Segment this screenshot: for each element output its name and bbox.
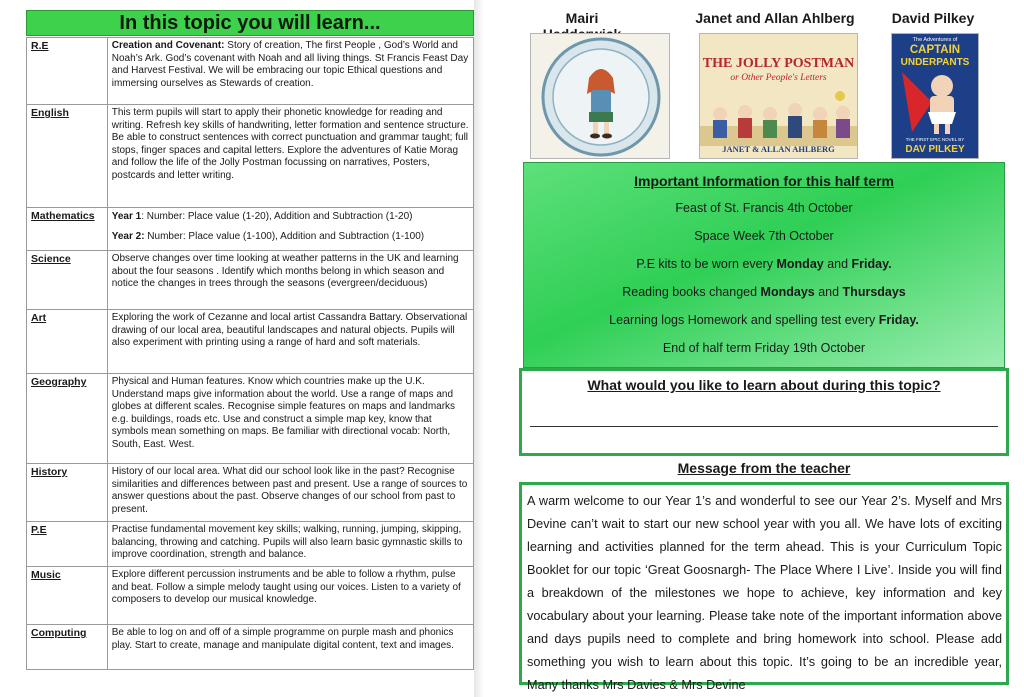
info-day: Thursdays [842,285,906,299]
re-lead: Creation and Covenant: [111,40,225,51]
answer-line[interactable] [530,426,998,427]
book-author: JANET & ALLAN AHLBERG [722,144,835,154]
message-title: Message from the teacher [677,460,851,476]
topic-title: In this topic you will learn... [26,10,474,36]
info-day: Friday. [878,313,919,327]
subject-label: Science [27,251,108,310]
subject-description: Exploring the work of Cezanne and local artist Cassandra Battary. Observational drawing of our local area, beautiful landscapes and natural objects. Pupils will also experiment with printing using a range of hard and soft materials. [107,310,473,374]
info-title: Important Information for this half term [634,173,894,189]
book-cover-jolly-postman [699,33,858,159]
subject-label: Music [27,567,108,625]
author-name: Janet and Allan Ahlberg [695,10,855,26]
info-day: Mondays [760,285,815,299]
subject-description [107,208,473,251]
subject-description: This term pupils will start to apply their phonetic knowledge for reading and writing. Refresh key skills of handwriting, letter formation and sentence structure. Be able to construct sentences with correct punctuation and grammar taught; full stops, finger spaces and capital letters. Explore the adventures of Katie Morag and follow the life of the Jolly Postman focussing on narratives, Posters, postcards and letter writing. [107,105,473,208]
book-cover-katie-morag [530,33,670,159]
info-text: Reading books changed [622,285,761,299]
table-row [27,251,474,310]
table-row [27,464,474,522]
maths-year1-text: : Number: Place value (1-20), Addition and Subtraction (1-20) [141,211,413,222]
re-text: Story of creation, The first People , God’s World and Noah’s Ark. God’s covenant with Noah and all living things. St Francis Feast Day and Harvest Festival. We will be embracing our topic Ethical questions and immersing ourselves as Stewards of creation. [111,40,469,89]
info-line: End of half term Friday 19th October [662,341,866,355]
table-row [27,38,474,105]
info-day: Monday [776,257,824,271]
book-small-title: The Adventures of [912,37,958,43]
table-row [27,567,474,625]
author-name: Mairi [565,10,599,26]
page-fold-shadow [474,0,484,697]
captain-underpants-illustration [892,72,979,136]
info-text: and [823,257,852,271]
table-row [27,310,474,374]
learn-question: What would you like to learn about during this topic? [587,377,941,393]
info-day: Friday. [851,257,892,271]
book-cover-captain-underpants [891,33,979,159]
subject-label: Art [27,310,108,374]
author-name: David Pilkey [891,10,975,26]
table-row [27,374,474,464]
right-page [505,0,1024,697]
left-page [0,0,480,697]
book-subtitle: or Other People's Letters [730,73,827,83]
subject-label: History [27,464,108,522]
maths-year1 [112,211,470,224]
subject-label: R.E [27,38,108,105]
info-text: and [814,285,843,299]
teacher-message: A warm welcome to our Year 1’s and wonderful to see our Year 2’s. Myself and Mrs Devine can’t wait to start our new school year with you all. We have lots of exciting learning and activities planned for the term ahead. This is your Curriculum Topic Booklet for our topic ‘Great Goosnargh- The Place Where I Live’. Inside you will find a breakdown of the milestones we hope to achieve, key information and key vocabulary about your learning. Please take note of the important information above and days pupils need to complete and bring homework into school. Please add something you wish to learn about this topic. It’s going to be an incredible year, Many thanks Mrs Davies & Mrs Devine [519,482,1009,685]
book-title-line2: UNDERPANTS [900,57,970,68]
book-author: DAV PILKEY [905,144,965,155]
book-title: THE JOLLY POSTMAN [702,56,855,71]
subject-description [107,38,473,105]
book-tagline: THE FIRST EPIC NOVEL BY [905,137,965,142]
subject-description: Practise fundamental movement key skills; walking, running, jumping, skipping, balancing, throwing and catching. Pupils will also learn basic gymnastic skills to improve coordination, strength and balance. [107,522,473,567]
info-line [524,285,1004,299]
maths-year2-text: Number: Place value (1-100), Addition and Subtraction (1-100) [144,230,425,242]
subject-description: History of our local area. What did our school look like in the past? Recognise similarities and differences between past and present. Use a range of sources to answer questions about the past. Observe changes of our school from past to present. [107,464,473,522]
book-title-line1: CAPTAIN [909,44,961,56]
subject-description: Physical and Human features. Know which countries make up the U.K. Understand maps give information about the world. Use a range of maps and globes at different scales. Recognise simple features on maps and landmarks e.g. buildings, roads etc. Use and construct a simple map key, know that symbols mean something on maps. Be familiar with directional vocab: North, South, East. West. [107,374,473,464]
info-line [524,313,1004,327]
info-line [524,257,1004,271]
subject-label: Geography [27,374,108,464]
topic-table [26,37,474,670]
learn-question-box [519,368,1009,456]
subject-label: Mathematics [27,208,108,251]
table-row [27,522,474,567]
table-row [27,625,474,670]
maths-year2-label: Year 2: [111,230,145,242]
subject-description: Observe changes over time looking at weather patterns in the UK and learning about the four seasons . Identify which months belong in which season and notice the changes in trees through the seasons (evergreen/deciduous) [107,251,473,310]
subject-label: P.E [27,522,108,567]
jolly-postman-illustration [700,86,858,146]
maths-year1-label: Year 1 [111,211,142,222]
info-line: Feast of St. Francis 4th October [675,201,853,215]
katie-morag-cover-art [531,34,670,159]
important-info-box [523,162,1005,368]
info-text: P.E kits to be worn every [636,257,777,271]
subject-label: Computing [27,625,108,670]
subject-description: Explore different percussion instruments and be able to follow a rhythm, pulse and beat. Follow a simple melody taught using our voices. Listen to a variety of composers to develop our musical knowledge. [107,567,473,625]
info-line: Space Week 7th October [694,229,834,243]
info-text: Learning logs Homework and spelling test every [609,313,879,327]
maths-year2 [112,231,470,244]
table-row [27,105,474,208]
table-row [27,208,474,251]
subject-description: Be able to log on and off of a simple programme on purple mash and phonics play. Start to create, manage and manipulate digital content, text and images. [107,625,473,670]
subject-label: English [27,105,108,208]
